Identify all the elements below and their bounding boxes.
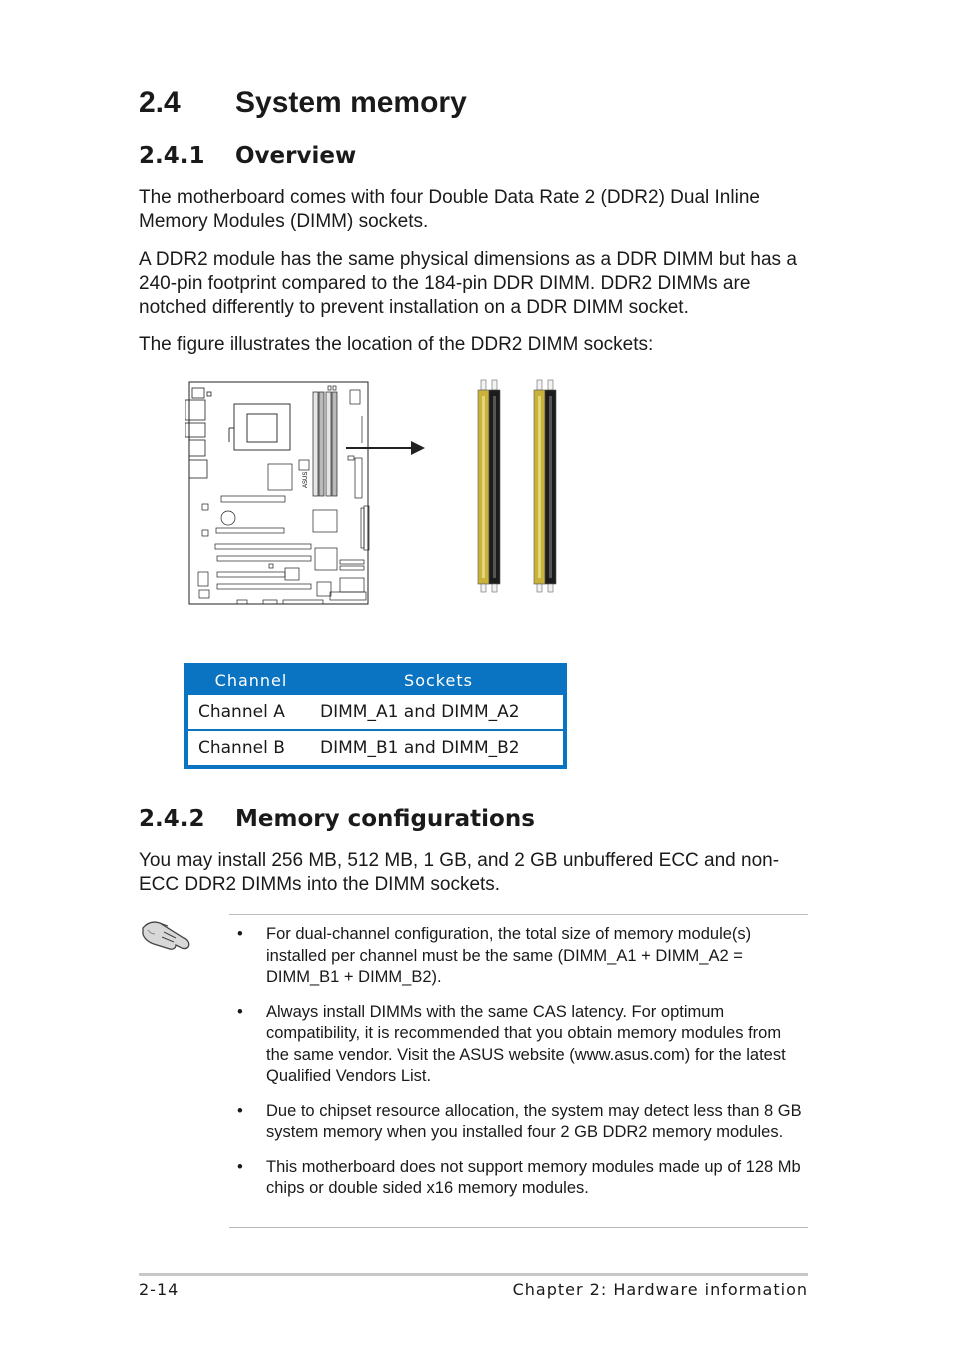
bullet: • [237, 1101, 243, 1120]
channel-table [184, 663, 567, 769]
note-text: Due to chipset resource allocation, the system may detect less than 8 GB system memory when you installed four 2 GB DDR2 memory modules. [266, 1101, 802, 1141]
bullet: • [237, 1157, 243, 1176]
enlarged-dimm-sockets [478, 380, 556, 592]
footer-rule [139, 1273, 808, 1276]
dimm-location-figure [185, 378, 575, 610]
note-text: Always install DIMMs with the same CAS latency. For optimum compatibility, it is recommended that you obtain memory modules from the same vendor. Visit the ASUS website (www.asus.com) for the latest Qualified Vendors List. [266, 1002, 786, 1085]
motherboard-outline [189, 382, 368, 604]
overview-paragraph-1: The motherboard comes with four Double Data Rate 2 (DDR2) Dual Inline Memory Modules (DIMM) sockets. [139, 187, 760, 232]
note-text: For dual-channel configuration, the total size of memory module(s) installed per channel must be the same (DIMM_A1 + DIMM_A2 = DIMM_B1 + DIMM_B2). [266, 925, 752, 986]
bullet: • [237, 1002, 243, 1021]
memory-config-number: 2.4.2 [139, 806, 205, 832]
overview-heading [139, 143, 356, 169]
board-silkscreen: ASUS [303, 471, 309, 488]
overview-number: 2.4.1 [139, 143, 205, 169]
section-title: System memory [235, 86, 467, 119]
note-bottom-rule [229, 1227, 808, 1228]
table-row [186, 730, 565, 767]
table-cell-sockets: DIMM_B1 and DIMM_B2 [314, 730, 565, 767]
memory-config-paragraph: You may install 256 MB, 512 MB, 1 GB, and 2 GB unbuffered ECC and non-ECC DDR2 DIMMs into the DIMM sockets. [139, 850, 780, 895]
page-number: 2-14 [139, 1280, 180, 1299]
dimm-socket-a2 [489, 380, 500, 592]
overview-title: Overview [235, 143, 357, 169]
note-item [229, 1101, 808, 1144]
table-cell-channel: Channel B [186, 730, 314, 767]
table-cell-channel: Channel A [186, 694, 314, 730]
note-item [229, 1002, 808, 1088]
note-item [229, 1157, 808, 1200]
table-header-sockets: Sockets [314, 665, 565, 694]
table-cell-sockets: DIMM_A1 and DIMM_A2 [314, 694, 565, 730]
memory-config-heading [139, 806, 535, 832]
table-header-row [186, 665, 565, 694]
dimm-socket-b2 [545, 380, 556, 592]
section-number: 2.4 [139, 86, 181, 119]
chapter-title: Chapter 2: Hardware information [512, 1280, 808, 1299]
table-row [186, 694, 565, 730]
pointing-hand-icon [140, 912, 194, 952]
memory-config-title: Memory configurations [235, 806, 535, 832]
note-item [229, 924, 808, 989]
dimm-socket-b1 [534, 380, 545, 592]
section-heading [139, 86, 467, 120]
bullet: • [237, 925, 243, 943]
overview-paragraph-2: A DDR2 module has the same physical dimensions as a DDR DIMM but has a 240-pin footprint compared to the 184-pin DDR DIMM. DDR2 DIMMs are notched differently to prevent installation on a DDR DIMM socket. [139, 249, 797, 318]
note-top-rule [229, 914, 808, 915]
note-text: This motherboard does not support memory modules made up of 128 Mb chips or double sided x16 memory modules. [266, 1157, 801, 1197]
note-list [229, 924, 808, 1213]
dimm-socket-a1 [478, 380, 489, 592]
table-header-channel: Channel [186, 665, 314, 694]
overview-paragraph-3: The figure illustrates the location of the DDR2 DIMM sockets: [139, 334, 654, 355]
